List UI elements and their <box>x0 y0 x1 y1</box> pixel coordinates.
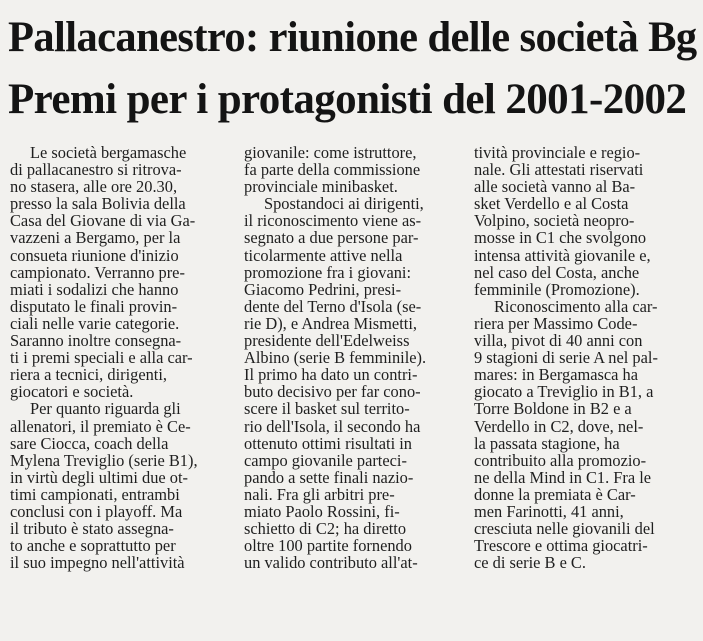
text-line: consueta riunione d'inizio <box>10 245 179 265</box>
text-line: mares: in Bergamasca ha <box>474 365 638 385</box>
text-line: nel caso del Costa, anche <box>474 262 640 282</box>
text-line: nale. Gli attestati riservati <box>474 160 644 180</box>
text-line: ti i premi speciali e alla car- <box>10 348 193 368</box>
text-line: promozione fra i giovani: <box>244 262 412 282</box>
text-line: ne della Mind in C1. Fra le <box>474 467 652 487</box>
text-line: il riconoscimento viene as- <box>244 211 422 231</box>
text-line: contribuito alla promozio- <box>474 450 647 470</box>
text-line: Casa del Giovane di via Ga- <box>10 211 196 231</box>
text-line: Spostandoci ai dirigenti, <box>264 194 424 214</box>
text-line: disputato le finali provin- <box>10 296 178 316</box>
text-line: Per quanto riguarda gli <box>30 399 181 419</box>
text-line: men Farinotti, 41 anni, <box>474 501 624 521</box>
text-line: pando a sette finali nazio- <box>244 467 414 487</box>
text-line: il tributo è stato assegna- <box>10 519 174 539</box>
text-line: presidente dell'Edelweiss <box>244 331 410 351</box>
text-line: Saranno inoltre consegna- <box>10 331 182 351</box>
text-line: Riconoscimento alla car- <box>494 296 658 316</box>
text-line: ce di serie B e C. <box>474 553 586 573</box>
text-line: giocatori e società. <box>10 382 134 402</box>
text-line: rio dell'Isola, il secondo ha <box>244 416 421 436</box>
text-line: mosse in C1 che svolgono <box>474 228 647 248</box>
text-line: no stasera, alle ore 20.30, <box>10 177 178 197</box>
text-line: villa, pivot di 40 anni con <box>474 331 643 351</box>
text-line: rie D), e Andrea Mismetti, <box>244 313 417 333</box>
article-column-3 <box>474 144 696 571</box>
text-line: Volpino, società neopro- <box>474 211 635 231</box>
text-line: cresciuta nelle giovanili del <box>474 519 655 539</box>
text-line: provinciale minibasket. <box>244 177 398 197</box>
article-column-2 <box>244 144 466 571</box>
text-line: Verdello in C2, dove, nel- <box>474 416 644 436</box>
text-line: to anche e soprattutto per <box>10 536 176 556</box>
text-line: in virtù degli ultimi due ot- <box>10 467 189 487</box>
text-line: oltre 100 partite fornendo <box>244 536 412 556</box>
text-line: donne la premiata è Car- <box>474 484 636 504</box>
text-line: riera per Massimo Code- <box>474 313 638 333</box>
text-line: sare Ciocca, coach della <box>10 433 169 453</box>
text-line: giovanile: come istruttore, <box>244 143 417 162</box>
text-line: Le società bergamasche <box>30 143 187 162</box>
text-line: Albino (serie B femminile). <box>244 348 427 368</box>
text-line: la passata stagione, ha <box>474 433 620 453</box>
headline-line-2: Premi per i protagonisti del 2001-2002 <box>8 76 687 123</box>
text-line: ottenuto ottimi risultati in <box>244 433 412 453</box>
text-line: dente del Terno d'Isola (se- <box>244 296 422 316</box>
text-line: ciali nelle varie categorie. <box>10 313 180 333</box>
text-line: miato Paolo Rossini, fi- <box>244 501 400 521</box>
text-line: giocato a Treviglio in B1, a <box>474 382 654 402</box>
headline-line-1: Pallacanestro: riunione delle società Bg <box>8 14 697 61</box>
text-line: il suo impegno nell'attività <box>10 553 185 573</box>
text-line: campo giovanile parteci- <box>244 450 407 470</box>
text-line: di pallacanestro si ritrova- <box>10 160 182 180</box>
text-line: Giacomo Pedrini, presi- <box>244 279 402 299</box>
text-line: intensa attività giovanile e, <box>474 245 651 265</box>
text-line: femminile (Promozione). <box>474 279 640 299</box>
text-line: timi campionati, entrambi <box>10 484 180 504</box>
text-line: 9 stagioni di serie A nel pal- <box>474 348 658 368</box>
text-line: ticolarmente attive nella <box>244 245 403 265</box>
text-line: alle società vanno al Ba- <box>474 177 636 197</box>
text-line: Il primo ha dato un contri- <box>244 365 418 385</box>
text-line: vazzeni a Bergamo, per la <box>10 228 181 248</box>
text-line: Mylena Treviglio (serie B1), <box>10 450 198 470</box>
text-line: Trescore e ottima giocatri- <box>474 536 648 556</box>
text-line: fa parte della commissione <box>244 160 421 180</box>
text-line: miati i sodalizi che hanno <box>10 279 179 299</box>
text-line: allenatori, il premiato è Ce- <box>10 416 191 436</box>
text-line: schietto di C2; ha diretto <box>244 519 407 539</box>
text-line: sket Verdello e al Costa <box>474 194 629 214</box>
text-line: presso la sala Bolivia della <box>10 194 186 214</box>
text-line: segnato a due persone par- <box>244 228 419 248</box>
text-line: scere il basket sul territo- <box>244 399 410 419</box>
article-column-1 <box>10 144 236 571</box>
text-line: riera a tecnici, dirigenti, <box>10 365 167 385</box>
text-line: Torre Boldone in B2 e a <box>474 399 632 419</box>
text-line: campionato. Verranno pre- <box>10 262 185 282</box>
text-line: nali. Fra gli arbitri pre- <box>244 484 395 504</box>
text-line: tività provinciale e regio- <box>474 143 641 162</box>
text-line: buto decisivo per far cono- <box>244 382 421 402</box>
text-line: conclusi con i playoff. Ma <box>10 501 183 521</box>
text-line: un valido contributo all'at- <box>244 553 418 573</box>
